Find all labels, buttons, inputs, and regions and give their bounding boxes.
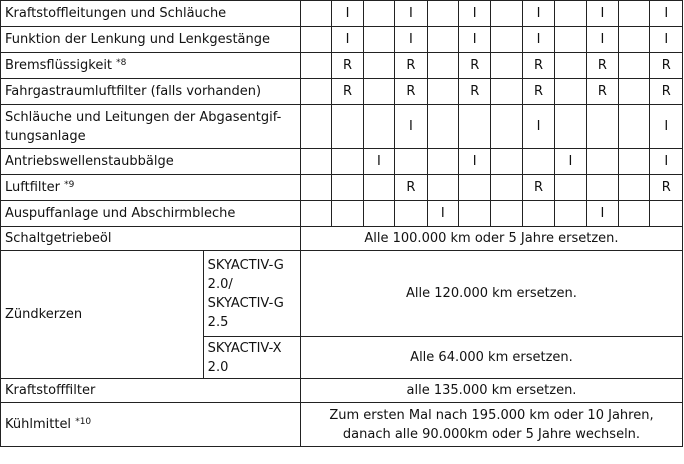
label-text: Kühlmittel xyxy=(5,417,72,432)
interval-mark: I xyxy=(650,105,683,149)
interval-mark: I xyxy=(650,27,683,53)
interval-mark xyxy=(522,201,554,227)
interval-mark: R xyxy=(332,53,363,79)
interval-mark: I xyxy=(459,27,491,53)
interval-schaltgetriebeoel: Alle 100.000 km oder 5 Jahre ersetzen. xyxy=(300,227,682,251)
interval-mark xyxy=(491,27,522,53)
engine-variant-skyactiv-x: SKYACTIV-X 2.0 xyxy=(203,337,300,379)
interval-mark xyxy=(300,149,331,175)
interval-mark: R xyxy=(586,53,618,79)
interval-mark: R xyxy=(522,175,554,201)
interval-mark xyxy=(363,53,394,79)
interval-mark: R xyxy=(459,53,491,79)
interval-mark: I xyxy=(522,105,554,149)
interval-mark xyxy=(650,201,683,227)
footnote-ref: *9 xyxy=(64,180,75,190)
row-label xyxy=(1,201,301,227)
interval-mark: R xyxy=(395,175,427,201)
interval-mark xyxy=(459,201,491,227)
interval-mark: I xyxy=(555,149,586,175)
row-label xyxy=(1,105,301,149)
interval-mark: I xyxy=(459,1,491,27)
interval-mark xyxy=(586,105,618,149)
interval-mark xyxy=(586,149,618,175)
interval-mark xyxy=(427,1,458,27)
interval-mark xyxy=(555,53,586,79)
label-text: Schläuche und Leitungen der Abgasentgif-tungsanlage xyxy=(5,109,282,144)
row-label xyxy=(1,53,301,79)
interval-mark xyxy=(363,105,394,149)
interval-mark xyxy=(491,53,522,79)
interval-mark xyxy=(555,79,586,105)
interval-mark xyxy=(459,175,491,201)
row-label xyxy=(1,79,301,105)
interval-mark xyxy=(586,175,618,201)
table-row xyxy=(1,1,683,27)
interval-mark xyxy=(332,149,363,175)
interval-mark xyxy=(619,201,650,227)
interval-mark xyxy=(363,27,394,53)
interval-mark xyxy=(555,27,586,53)
interval-mark xyxy=(555,105,586,149)
label-text: Funktion der Lenkung und Lenkgestänge xyxy=(5,32,270,47)
table-row xyxy=(1,79,683,105)
interval-mark xyxy=(363,79,394,105)
interval-mark: I xyxy=(427,201,458,227)
interval-mark: R xyxy=(650,79,683,105)
interval-mark: I xyxy=(332,1,363,27)
label-text: Kraftstoffleitungen und Schläuche xyxy=(5,6,227,21)
interval-mark: I xyxy=(586,27,618,53)
table-row xyxy=(1,149,683,175)
interval-mark: R xyxy=(395,53,427,79)
interval-mark xyxy=(427,149,458,175)
interval-mark xyxy=(491,1,522,27)
interval-mark xyxy=(555,175,586,201)
interval-mark xyxy=(300,175,331,201)
footnote-ref: *10 xyxy=(75,417,92,427)
interval-mark xyxy=(459,105,491,149)
interval-mark xyxy=(363,175,394,201)
label-text: Antriebswellenstaubbälge xyxy=(5,154,174,169)
interval-mark xyxy=(491,79,522,105)
interval-mark xyxy=(300,27,331,53)
footnote-ref: *8 xyxy=(116,58,127,68)
table-row xyxy=(1,27,683,53)
interval-mark: R xyxy=(395,79,427,105)
label-text: Auspuffanlage und Abschirmbleche xyxy=(5,206,236,221)
interval-mark xyxy=(491,201,522,227)
interval-mark: I xyxy=(332,27,363,53)
interval-mark: I xyxy=(650,149,683,175)
row-label xyxy=(1,1,301,27)
interval-mark: I xyxy=(395,105,427,149)
interval-mark: R xyxy=(586,79,618,105)
interval-mark xyxy=(491,175,522,201)
row-label-kuehlmittel xyxy=(1,403,301,447)
label-text: Luftfilter xyxy=(5,180,60,195)
interval-mark xyxy=(427,105,458,149)
engine-variant-skyactiv-g: SKYACTIV-G 2.0/ SKYACTIV-G 2.5 xyxy=(203,251,300,337)
interval-mark: R xyxy=(459,79,491,105)
interval-mark: R xyxy=(522,79,554,105)
row-label xyxy=(1,27,301,53)
interval-mark xyxy=(555,1,586,27)
interval-mark xyxy=(619,105,650,149)
interval-mark xyxy=(427,53,458,79)
interval-mark: R xyxy=(650,53,683,79)
table-row xyxy=(1,175,683,201)
label-text: Fahrgastraumluftfilter (falls vorhanden) xyxy=(5,84,262,99)
interval-mark: I xyxy=(395,1,427,27)
interval-mark: I xyxy=(522,27,554,53)
interval-mark xyxy=(619,1,650,27)
interval-mark xyxy=(427,175,458,201)
interval-mark: I xyxy=(586,201,618,227)
interval-mark xyxy=(619,175,650,201)
row-label xyxy=(1,149,301,175)
table-row xyxy=(1,105,683,149)
interval-mark: R xyxy=(332,79,363,105)
interval-mark xyxy=(363,1,394,27)
interval-mark: I xyxy=(650,1,683,27)
interval-mark xyxy=(332,201,363,227)
interval-mark: I xyxy=(522,1,554,27)
row-label-schaltgetriebeoel: Schaltgetriebeöl xyxy=(1,227,301,251)
interval-mark xyxy=(427,27,458,53)
interval-mark: I xyxy=(363,149,394,175)
interval-zuendkerzen-g: Alle 120.000 km ersetzen. xyxy=(300,251,682,337)
interval-mark xyxy=(300,79,331,105)
interval-mark xyxy=(427,79,458,105)
interval-mark: R xyxy=(650,175,683,201)
interval-mark xyxy=(332,105,363,149)
interval-kraftstofffilter: alle 135.000 km ersetzen. xyxy=(300,379,682,403)
table-row xyxy=(1,53,683,79)
interval-mark xyxy=(300,105,331,149)
table-row xyxy=(1,201,683,227)
interval-mark xyxy=(555,201,586,227)
interval-mark xyxy=(619,53,650,79)
interval-mark xyxy=(395,201,427,227)
row-label-kraftstofffilter: Kraftstofffilter xyxy=(1,379,301,403)
interval-mark xyxy=(619,149,650,175)
interval-mark xyxy=(491,149,522,175)
interval-mark xyxy=(522,149,554,175)
interval-mark xyxy=(300,201,331,227)
interval-zuendkerzen-x: Alle 64.000 km ersetzen. xyxy=(300,337,682,379)
interval-mark xyxy=(300,53,331,79)
row-label xyxy=(1,175,301,201)
interval-mark xyxy=(619,79,650,105)
interval-mark: I xyxy=(586,1,618,27)
interval-mark xyxy=(619,27,650,53)
interval-mark xyxy=(300,1,331,27)
interval-mark xyxy=(395,149,427,175)
row-label-zuendkerzen: Zündkerzen xyxy=(1,251,204,379)
interval-mark: I xyxy=(459,149,491,175)
interval-kuehlmittel: Zum ersten Mal nach 195.000 km oder 10 Jahren, danach alle 90.000km oder 5 Jahre wechseln. xyxy=(300,403,682,447)
interval-mark xyxy=(491,105,522,149)
label-text: Bremsflüssigkeit xyxy=(5,58,113,73)
interval-mark: R xyxy=(522,53,554,79)
interval-mark xyxy=(363,201,394,227)
interval-mark xyxy=(332,175,363,201)
interval-mark: I xyxy=(395,27,427,53)
